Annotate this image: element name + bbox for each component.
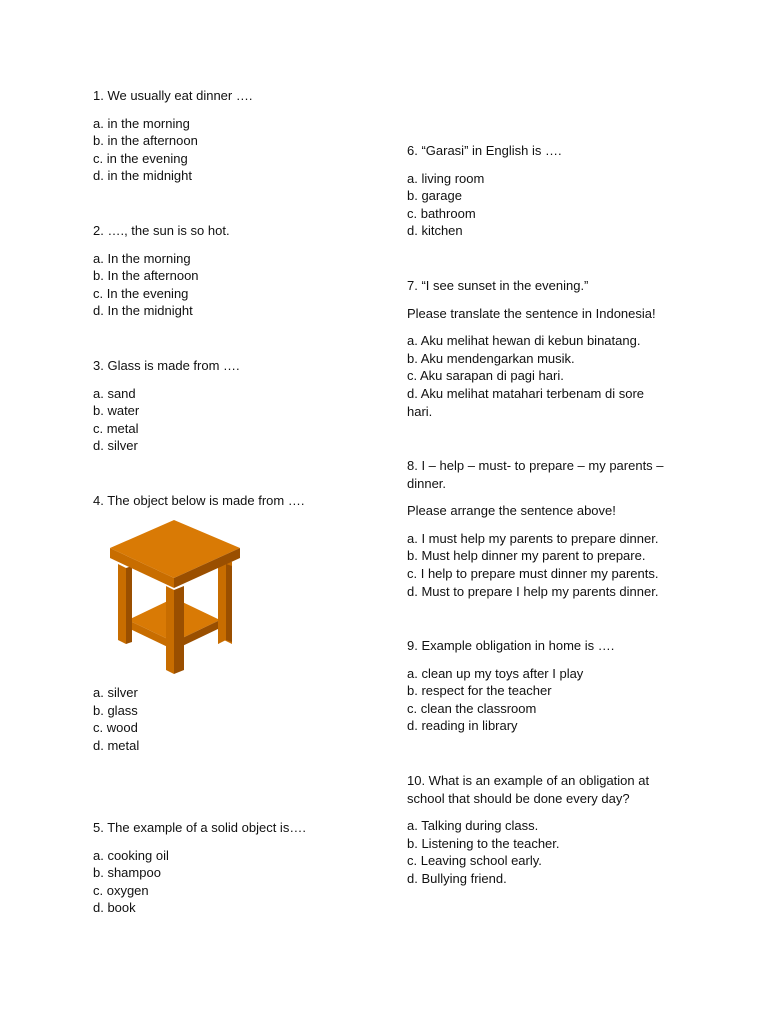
wooden-stool-icon xyxy=(106,518,246,678)
question-8 xyxy=(407,457,667,600)
options-list xyxy=(407,530,677,600)
question-text: 4. The object below is made from …. xyxy=(93,493,305,508)
option-d: d. reading in library xyxy=(407,718,518,734)
option-d: d. silver xyxy=(93,438,138,454)
option-a: a. in the morning xyxy=(93,115,190,131)
option-d: d. Aku melihat matahari terbenam di sore hari. xyxy=(407,385,645,419)
option-b: b. water xyxy=(93,403,140,419)
question-9 xyxy=(407,637,667,735)
option-a: a. In the morning xyxy=(93,250,191,266)
option-a: a. Aku melihat hewan di kebun binatang. xyxy=(407,333,641,349)
question-text: 5. The example of a solid object is…. xyxy=(93,820,306,835)
question-text: 8. I – help – must- to prepare – my parents – dinner. xyxy=(407,458,664,491)
options-list xyxy=(93,385,373,455)
question-instruction: Please translate the sentence in Indonesia! xyxy=(407,305,656,321)
option-c: c. In the evening xyxy=(93,285,189,301)
option-c: c. clean the classroom xyxy=(407,700,537,716)
option-b: b. glass xyxy=(93,702,138,718)
option-a: a. cooking oil xyxy=(93,847,169,863)
option-b: b. Must help dinner my parent to prepare. xyxy=(407,548,646,564)
option-d: d. in the midnight xyxy=(93,168,193,184)
options-list xyxy=(93,250,373,320)
question-10 xyxy=(407,772,667,888)
question-4 xyxy=(93,492,373,510)
option-b: b. respect for the teacher xyxy=(407,683,552,699)
option-c: c. Leaving school early. xyxy=(407,853,542,869)
option-d: d. kitchen xyxy=(407,223,463,239)
option-b: b. Listening to the teacher. xyxy=(407,835,560,851)
option-c: c. Aku sarapan di pagi hari. xyxy=(407,368,564,384)
question-7 xyxy=(407,277,667,420)
option-c: c. bathroom xyxy=(407,205,476,221)
option-b: b. in the afternoon xyxy=(93,133,198,149)
question-text: 10. What is an example of an obligation at school that should be done every day? xyxy=(407,773,650,806)
option-a: a. I must help my parents to prepare dinner. xyxy=(407,530,659,546)
option-d: d. In the midnight xyxy=(93,303,193,319)
question-2 xyxy=(93,222,373,320)
option-b: b. Aku mendengarkan musik. xyxy=(407,350,575,366)
question-text: 2. …., the sun is so hot. xyxy=(93,223,230,238)
option-a: a. living room xyxy=(407,170,485,186)
option-b: b. In the afternoon xyxy=(93,268,199,284)
option-b: b. shampoo xyxy=(93,865,161,881)
option-d: d. Bullying friend. xyxy=(407,870,507,886)
options-list xyxy=(407,332,667,420)
option-c: c. metal xyxy=(93,420,139,436)
question-5 xyxy=(93,819,373,917)
options-list xyxy=(93,684,373,754)
options-list xyxy=(407,665,667,735)
question-6 xyxy=(407,142,667,240)
option-c: c. wood xyxy=(93,720,138,736)
option-c: c. oxygen xyxy=(93,882,149,898)
question-4-options xyxy=(93,684,373,754)
options-list xyxy=(407,817,667,887)
question-1 xyxy=(93,87,373,185)
option-d: d. Must to prepare I help my parents dinner. xyxy=(407,583,659,599)
option-d: d. book xyxy=(93,900,136,916)
option-d: d. metal xyxy=(93,737,140,753)
option-b: b. garage xyxy=(407,188,462,204)
option-a: a. silver xyxy=(93,685,138,700)
question-text: 1. We usually eat dinner …. xyxy=(93,88,253,103)
question-instruction: Please arrange the sentence above! xyxy=(407,503,616,519)
question-text: 6. “Garasi” in English is …. xyxy=(407,143,562,158)
option-a: a. sand xyxy=(93,385,136,401)
option-a: a. clean up my toys after I play xyxy=(407,665,584,681)
option-a: a. Talking during class. xyxy=(407,818,539,834)
question-text: 7. “I see sunset in the evening.” xyxy=(407,278,589,293)
question-text: 9. Example obligation in home is …. xyxy=(407,638,615,653)
options-list xyxy=(93,115,373,185)
question-3 xyxy=(93,357,373,455)
options-list xyxy=(93,847,373,917)
options-list xyxy=(407,170,667,240)
option-c: c. I help to prepare must dinner my parents. xyxy=(407,565,659,581)
option-c: c. in the evening xyxy=(93,150,188,166)
question-text: 3. Glass is made from …. xyxy=(93,358,240,373)
